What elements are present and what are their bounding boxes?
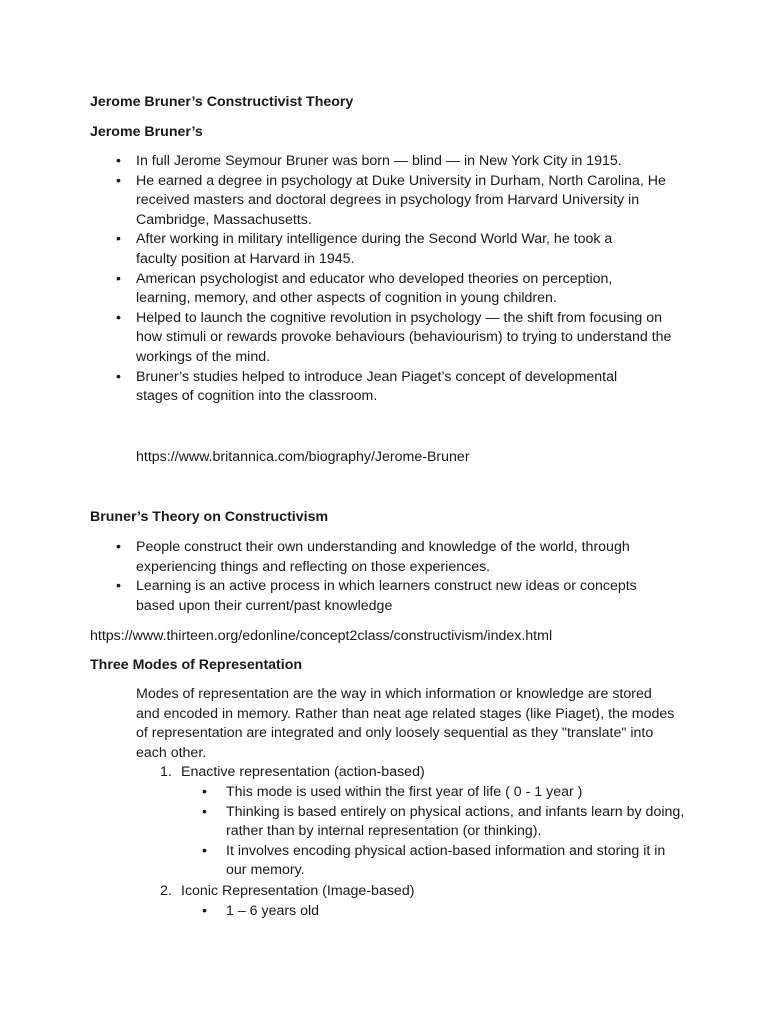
mode-2-bullets xyxy=(226,902,686,922)
thirteen-link[interactable]: https://www.thirteen.org/edonline/concept2class/constructivism/index.html xyxy=(90,628,553,644)
list-item: • 1 – 6 years old xyxy=(226,902,686,922)
list-item: • Learning is an active process in which learners construct new ideas or concepts based upon their current/past knowledge xyxy=(136,577,676,616)
section-heading-modes: Three Modes of Representation xyxy=(90,657,303,673)
modes-intro-paragraph: Modes of representation are the way in which information or knowledge are stored and encoded in memory. Rather than neat age related stages (like Piaget), the modes of representation are integrated and only loosely sequential as they "translate" into each other. xyxy=(136,686,675,761)
section-heading-constructivism: Bruner’s Theory on Constructivism xyxy=(90,509,329,525)
mode-1-bullets xyxy=(226,783,686,881)
bruner-bio-list xyxy=(136,152,696,407)
mode-2-number: 2. xyxy=(160,883,172,899)
list-item: • In full Jerome Seymour Bruner was born — blind — in New York City in 1915. xyxy=(136,152,696,172)
list-item: • People construct their own understanding and knowledge of the world, through experiencing things and reflecting on those experiences. xyxy=(136,538,676,577)
list-item: • He earned a degree in psychology at Duke University in Durham, North Carolina, He received masters and doctoral degrees in psychology from Harvard University in Cambridge, Massachusetts. xyxy=(136,172,684,231)
list-item: • Thinking is based entirely on physical actions, and infants learn by doing, rather than by internal representation (or thinking). xyxy=(226,803,686,842)
list-item: • This mode is used within the first year of life ( 0 - 1 year ) xyxy=(226,783,686,803)
list-item: • Bruner’s studies helped to introduce Jean Piaget’s concept of developmental stages of cognition into the classroom. xyxy=(136,368,656,407)
constructivism-list xyxy=(136,538,676,616)
list-item: • Helped to launch the cognitive revolution in psychology — the shift from focusing on how stimuli or rewards provoke behaviours (behaviourism) to trying to understand the workings of the mind. xyxy=(136,309,681,368)
list-item: • American psychologist and educator who developed theories on perception, learning, memory, and other aspects of cognition in young children. xyxy=(136,270,636,309)
mode-1-label: Enactive representation (action-based) xyxy=(181,764,425,780)
section-heading-bruner: Jerome Bruner’s xyxy=(90,124,203,140)
mode-1-number: 1. xyxy=(160,764,172,780)
britannica-link[interactable]: https://www.britannica.com/biography/Jerome-Bruner xyxy=(136,449,470,465)
list-item: • It involves encoding physical action-based information and storing it in our memory. xyxy=(226,842,686,881)
list-item: • After working in military intelligence during the Second World War, he took a faculty position at Harvard in 1945. xyxy=(136,230,656,269)
document-title: Jerome Bruner’s Constructivist Theory xyxy=(90,94,354,110)
mode-2-label: Iconic Representation (Image-based) xyxy=(181,883,415,899)
